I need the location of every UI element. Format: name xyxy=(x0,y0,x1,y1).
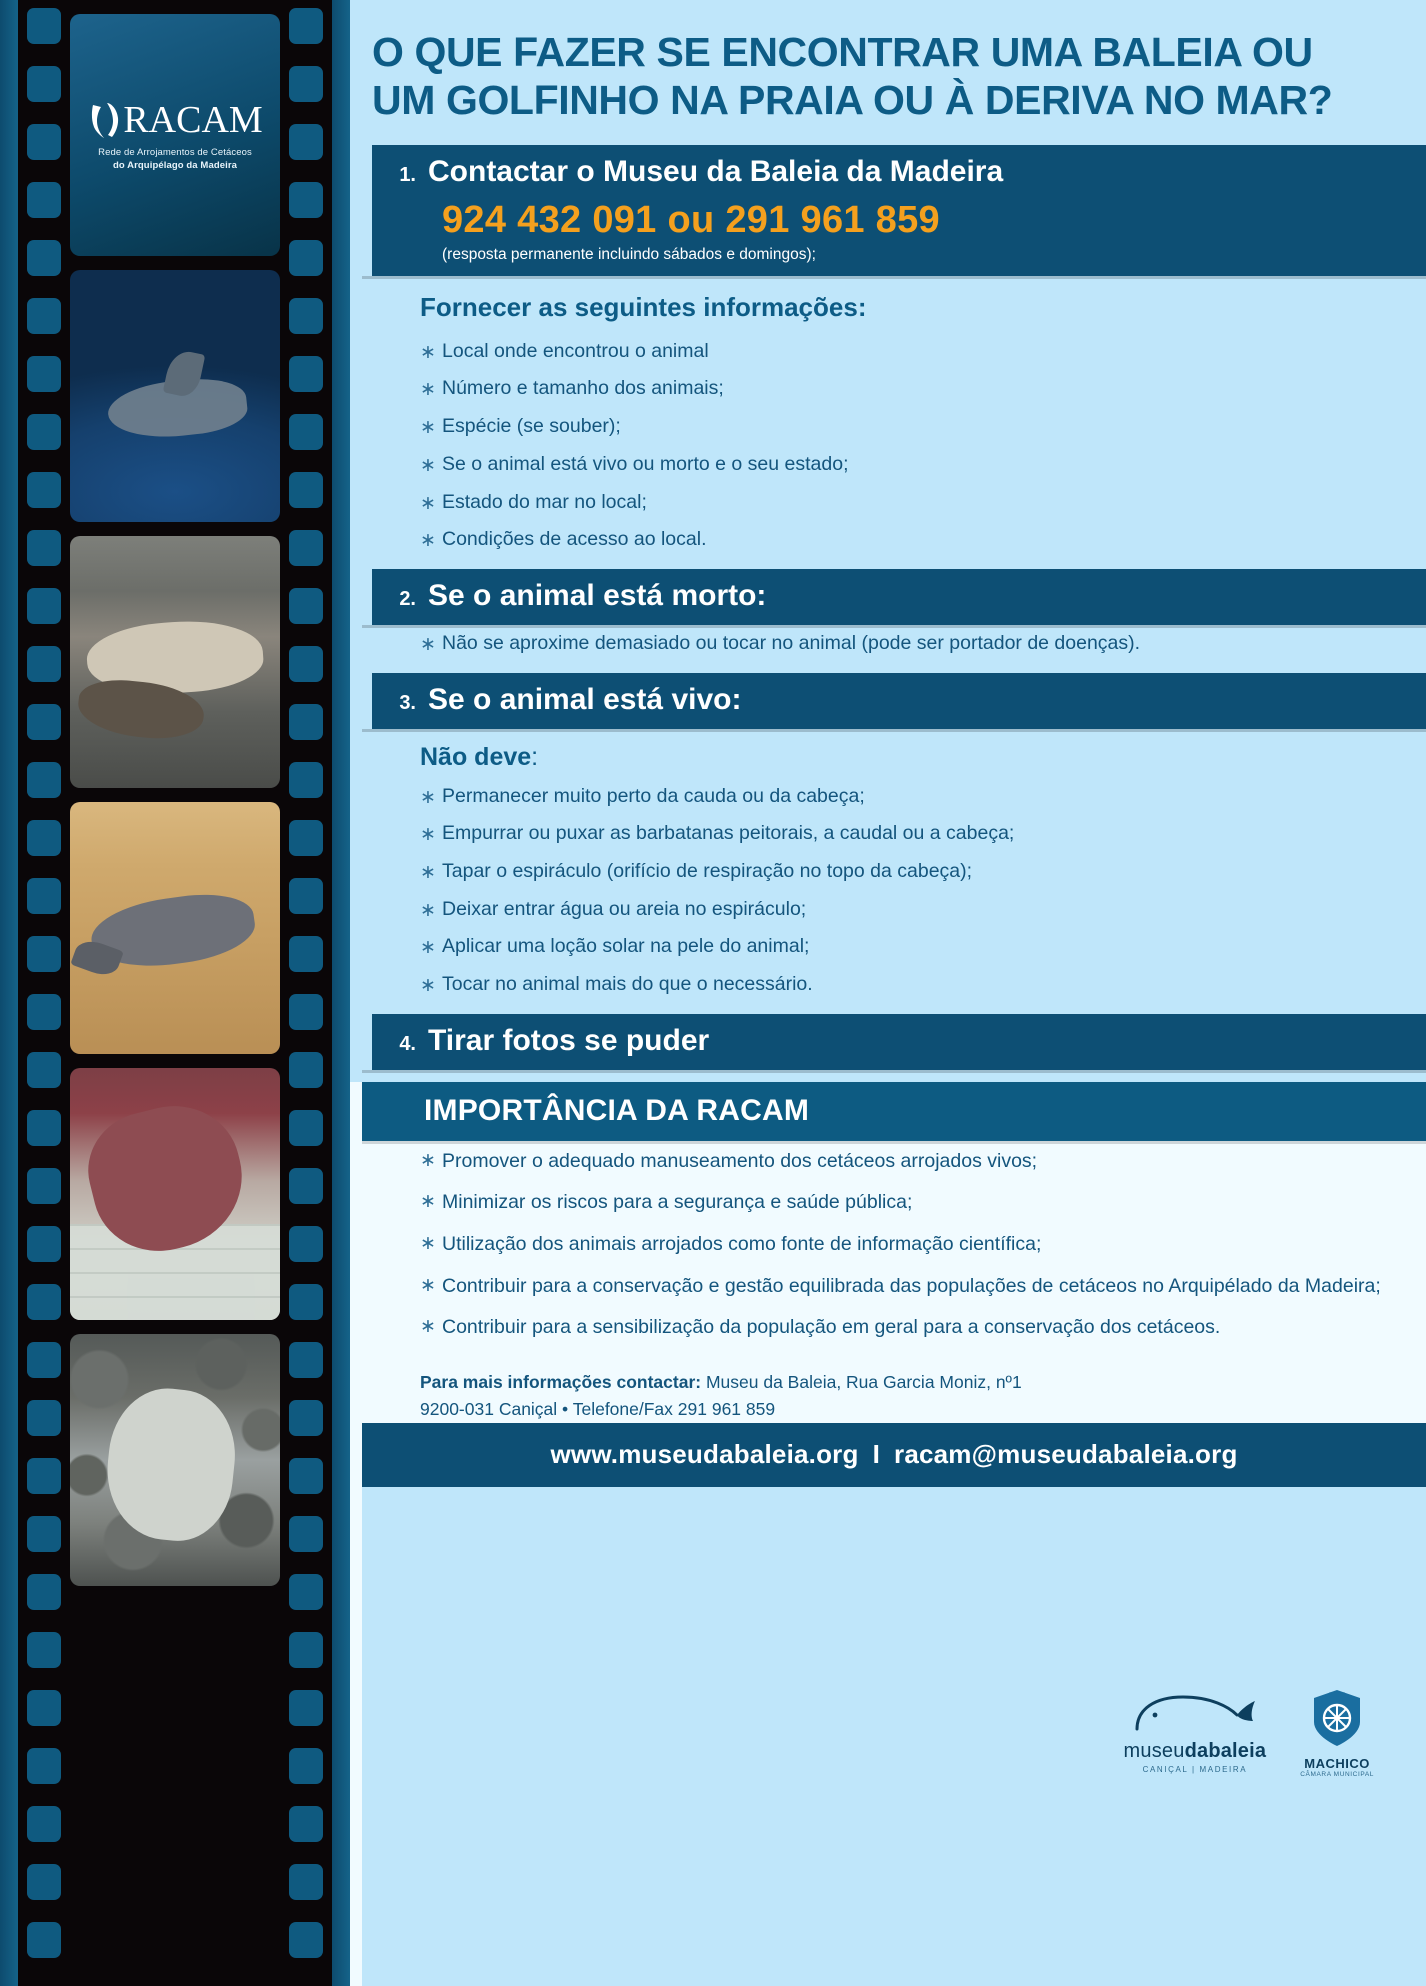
importance-bullet-list xyxy=(350,1141,1426,1349)
racam-logo-row xyxy=(87,98,262,142)
museu-da-baleia-logo xyxy=(1124,1691,1267,1774)
sprocket-hole xyxy=(289,936,323,972)
step-4-title: Tirar fotos se puder xyxy=(428,1023,710,1057)
museu-word-da: da xyxy=(1184,1740,1209,1763)
list-item: ∗ Espécie (se souber); xyxy=(350,408,1426,446)
contact-phone-numbers[interactable]: 924 432 091 ou 291 961 859 xyxy=(442,198,940,241)
list-item: ∗ Número e tamanho dos animais; xyxy=(350,370,1426,408)
list-item: ∗ Tocar no animal mais do que o necessário. xyxy=(350,966,1426,1004)
sprocket-hole xyxy=(27,1690,61,1726)
sprocket-hole xyxy=(27,994,61,1030)
sprocket-holes-left xyxy=(18,0,70,1986)
step-2-title: Se o animal está morto: xyxy=(428,578,767,612)
nao-deve-subhead xyxy=(420,743,1426,772)
sprocket-hole xyxy=(27,1748,61,1784)
sprocket-hole xyxy=(27,1110,61,1146)
sprocket-hole xyxy=(289,124,323,160)
racam-subtitle-1: Rede de Arrojamentos de Cetáceos xyxy=(98,146,252,158)
step-3-bullet-list xyxy=(350,778,1426,1004)
sprocket-hole xyxy=(27,356,61,392)
provide-info-subhead: Fornecer as seguintes informações: xyxy=(420,291,867,322)
step-1-bullet-list xyxy=(350,333,1426,559)
step-3-band xyxy=(362,673,1426,729)
sprocket-hole xyxy=(289,1864,323,1900)
phone-availability-note: (resposta permanente incluindo sábados e domingos); xyxy=(442,245,816,263)
racam-logo xyxy=(70,14,280,256)
sprocket-hole xyxy=(27,124,61,160)
sprocket-hole xyxy=(27,1516,61,1552)
sprocket-hole xyxy=(289,878,323,914)
sprocket-hole xyxy=(289,182,323,218)
machico-name: MACHICO xyxy=(1304,1755,1370,1771)
film-edge-left xyxy=(0,0,18,1986)
sprocket-hole xyxy=(289,8,323,44)
footer-logos xyxy=(362,1487,1426,1986)
email-link[interactable]: racam@museudabaleia.org xyxy=(894,1439,1238,1470)
machico-sub: CÂMARA MUNICIPAL xyxy=(1300,1770,1374,1778)
sprocket-hole xyxy=(289,1226,323,1262)
url-bar xyxy=(362,1423,1426,1487)
sprocket-hole xyxy=(27,878,61,914)
list-item: ∗ Utilização dos animais arrojados como fonte de informação científica; xyxy=(350,1224,1426,1266)
sprocket-hole xyxy=(27,1284,61,1320)
sprocket-hole xyxy=(27,1458,61,1494)
sprocket-hole xyxy=(289,1806,323,1842)
sprocket-hole xyxy=(289,1574,323,1610)
website-link[interactable]: www.museudabaleia.org xyxy=(550,1439,859,1470)
step-3-title: Se o animal está vivo: xyxy=(428,682,742,716)
sprocket-hole xyxy=(289,1748,323,1784)
list-item: ∗ Minimizar os riscos para a segurança e saúde pública; xyxy=(350,1182,1426,1224)
step-1-band xyxy=(362,145,1426,276)
whale-tail-icon xyxy=(87,101,121,139)
poster-content xyxy=(350,0,1426,1986)
page-title: O QUE FAZER SE ENCONTRAR UMA BALEIA OU UM GOLFINHO NA PRAIA OU À DERIVA NO MAR? xyxy=(372,29,1333,124)
sprocket-hole xyxy=(289,1052,323,1088)
step-4-band xyxy=(362,1014,1426,1070)
sprocket-hole xyxy=(289,994,323,1030)
step-2-bullet-list xyxy=(350,625,1426,663)
sprocket-hole xyxy=(27,472,61,508)
machico-logo xyxy=(1300,1688,1374,1778)
sprocket-hole xyxy=(27,1342,61,1378)
list-item: ∗ Empurrar ou puxar as barbatanas peitorais, a caudal ou a cabeça; xyxy=(350,815,1426,853)
racam-wordmark: RACAM xyxy=(123,98,263,141)
sprocket-hole xyxy=(27,1168,61,1204)
film-frames xyxy=(72,0,278,1986)
sprocket-hole xyxy=(27,936,61,972)
sprocket-hole xyxy=(289,646,323,682)
sprocket-hole xyxy=(289,1284,323,1320)
nao-deve-colon: : xyxy=(531,742,539,771)
sprocket-hole xyxy=(289,472,323,508)
sprocket-hole xyxy=(27,1574,61,1610)
sprocket-hole xyxy=(289,1342,323,1378)
list-item: ∗ Promover o adequado manuseamento dos cetáceos arrojados vivos; xyxy=(350,1141,1426,1183)
museu-wordmark xyxy=(1124,1740,1267,1763)
contact-info xyxy=(420,1369,1426,1423)
sprocket-hole xyxy=(27,1806,61,1842)
list-item: ∗ Não se aproxime demasiado ou tocar no animal (pode ser portador de doenças). xyxy=(350,625,1426,663)
sprocket-hole xyxy=(27,240,61,276)
sprocket-hole xyxy=(289,704,323,740)
headline-block xyxy=(350,0,1426,145)
sprocket-hole xyxy=(27,66,61,102)
racam-subtitle-2: do Arquipélago da Madeira xyxy=(112,159,238,171)
sprocket-hole xyxy=(289,1400,323,1436)
list-item: ∗ Local onde encontrou o animal xyxy=(350,333,1426,371)
contact-line-2: 9200-031 Caniçal • Telefone/Fax 291 961 859 xyxy=(420,1399,776,1420)
list-item: ∗ Contribuir para a conservação e gestão equilibrada das populações de cetáceos no Arquipélado da Madeira; xyxy=(350,1266,1426,1308)
photo-dolphin-on-sand xyxy=(70,802,280,1054)
sprocket-hole xyxy=(289,240,323,276)
nao-deve-label: Não deve xyxy=(420,742,532,771)
whale-line-icon xyxy=(1129,1691,1261,1740)
list-item: ∗ Aplicar uma loção solar na pele do animal; xyxy=(350,928,1426,966)
sprocket-hole xyxy=(27,298,61,334)
sprocket-hole xyxy=(27,1632,61,1668)
filmstrip xyxy=(0,0,350,1986)
sprocket-hole xyxy=(27,1922,61,1958)
step-4-number: 4. xyxy=(399,1032,416,1055)
contact-line-1 xyxy=(420,1369,1426,1396)
contact-address: Museu da Baleia, Rua Garcia Moniz, nº1 xyxy=(701,1372,1022,1393)
url-separator: I xyxy=(872,1439,880,1470)
list-item: ∗ Estado do mar no local; xyxy=(350,484,1426,522)
museu-word-baleia: baleia xyxy=(1208,1740,1267,1763)
sprocket-hole xyxy=(27,588,61,624)
sprocket-hole xyxy=(27,414,61,450)
sprocket-hole xyxy=(27,704,61,740)
list-item: ∗ Se o animal está vivo ou morto e o seu estado; xyxy=(350,446,1426,484)
step-2-band xyxy=(362,569,1426,625)
sprocket-holes-right xyxy=(280,0,332,1986)
sprocket-hole xyxy=(289,1690,323,1726)
sprocket-hole xyxy=(27,1226,61,1262)
sprocket-hole xyxy=(289,820,323,856)
list-item: ∗ Condições de acesso ao local. xyxy=(350,521,1426,559)
list-item: ∗ Tapar o espiráculo (orifício de respiração no topo da cabeça); xyxy=(350,853,1426,891)
sprocket-hole xyxy=(27,762,61,798)
sprocket-hole xyxy=(289,762,323,798)
sprocket-hole xyxy=(27,1864,61,1900)
sprocket-hole xyxy=(27,820,61,856)
sprocket-hole xyxy=(27,1400,61,1436)
museu-word-light: museu xyxy=(1123,1740,1185,1763)
municipal-crest-icon xyxy=(1310,1688,1364,1753)
sprocket-hole xyxy=(289,298,323,334)
sprocket-hole xyxy=(289,1516,323,1552)
step-2-number: 2. xyxy=(399,587,416,610)
film-edge-right xyxy=(332,0,350,1986)
step-1-number: 1. xyxy=(399,163,416,186)
step-1-title: Contactar o Museu da Baleia da Madeira xyxy=(428,154,1004,188)
sprocket-hole xyxy=(289,1458,323,1494)
sprocket-hole xyxy=(289,356,323,392)
contact-label: Para mais informações contactar: xyxy=(420,1372,702,1393)
photo-carcass-among-rocks xyxy=(70,1334,280,1586)
sprocket-hole xyxy=(289,66,323,102)
importance-block xyxy=(350,1082,1426,1986)
sprocket-hole xyxy=(27,530,61,566)
step-3-number: 3. xyxy=(399,691,416,714)
sprocket-hole xyxy=(289,414,323,450)
sprocket-hole xyxy=(27,1052,61,1088)
list-item: ∗ Contribuir para a sensibilização da população em geral para a conservação dos cetáceos. xyxy=(350,1307,1426,1349)
photo-necropsy-on-tiles xyxy=(70,1068,280,1320)
photo-carcass-on-pebble-beach xyxy=(70,536,280,788)
sprocket-hole xyxy=(289,1922,323,1958)
sprocket-hole xyxy=(27,182,61,218)
list-item: ∗ Permanecer muito perto da cauda ou da cabeça; xyxy=(350,778,1426,816)
sprocket-hole xyxy=(27,8,61,44)
sprocket-hole xyxy=(289,588,323,624)
sprocket-hole xyxy=(27,646,61,682)
sprocket-hole xyxy=(289,1168,323,1204)
sprocket-hole xyxy=(289,1632,323,1668)
importance-title: IMPORTÂNCIA DA RACAM xyxy=(362,1082,1426,1141)
list-item: ∗ Deixar entrar água ou areia no espiráculo; xyxy=(350,891,1426,929)
sprocket-hole xyxy=(289,1110,323,1146)
sprocket-hole xyxy=(289,530,323,566)
photo-dolphin-in-water xyxy=(70,270,280,522)
museu-location-sub: CANIÇAL | MADEIRA xyxy=(1142,1765,1248,1775)
